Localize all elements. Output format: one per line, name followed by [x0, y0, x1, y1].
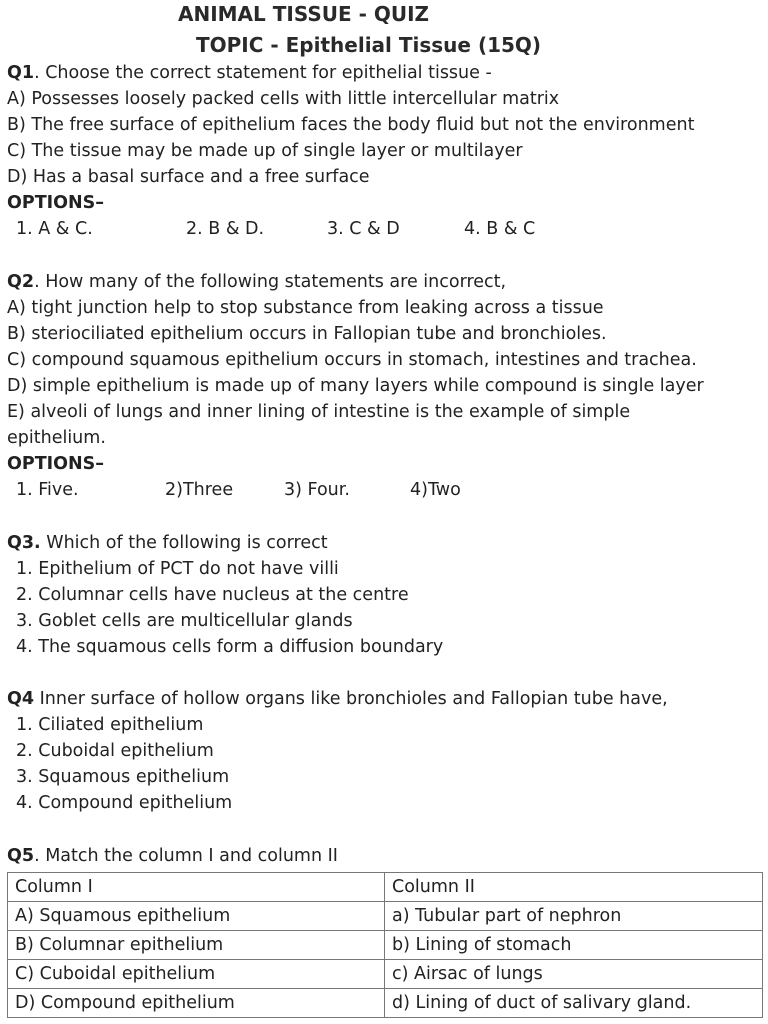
question-number: Q2	[7, 272, 35, 292]
question-text: . Choose the correct statement for epithelial tissue -	[34, 63, 492, 83]
question-4	[7, 687, 668, 711]
option-1: 1. A & C.	[16, 219, 93, 239]
statement: C) compound squamous epithelium occurs in stomach, intestines and trachea.	[7, 350, 697, 370]
option-2: 2)Three	[165, 480, 234, 500]
list-item: 1. Ciliated epithelium	[16, 715, 204, 735]
match-table	[7, 872, 763, 1018]
question-number: Q5	[7, 846, 35, 866]
option-2: 2. B & D.	[186, 219, 265, 239]
statement: A) Possesses loosely packed cells with little intercellular matrix	[7, 89, 560, 109]
table-cell: c) Airsac of lungs	[385, 960, 763, 989]
list-item: 3. Goblet cells are multicellular glands	[16, 611, 353, 631]
statement: A) tight junction help to stop substance from leaking across a tissue	[7, 298, 604, 318]
list-item: 2. Cuboidal epithelium	[16, 741, 214, 761]
question-number: Q3.	[7, 533, 41, 553]
table-cell: B) Columnar epithelium	[8, 931, 385, 960]
list-item: 4. Compound epithelium	[16, 793, 233, 813]
table-row	[8, 902, 763, 931]
statement: D) simple epithelium is made up of many layers while compound is single layer	[7, 376, 704, 396]
list-item: 1. Epithelium of PCT do not have villi	[16, 559, 339, 579]
question-number: Q4	[7, 689, 35, 709]
statement: B) steriociliated epithelium occurs in Fallopian tube and bronchioles.	[7, 324, 607, 344]
table-cell: b) Lining of stomach	[385, 931, 763, 960]
list-item: 2. Columnar cells have nucleus at the centre	[16, 585, 409, 605]
page-title: ANIMAL TISSUE - QUIZ	[178, 2, 430, 26]
question-text: Which of the following is correct	[40, 533, 328, 553]
list-item: 4. The squamous cells form a diffusion boundary	[16, 637, 444, 657]
table-cell: A) Squamous epithelium	[8, 902, 385, 931]
question-2	[7, 270, 506, 294]
table-row	[8, 989, 763, 1018]
table-cell: d) Lining of duct of salivary gland.	[385, 989, 763, 1018]
question-text: . How many of the following statements are incorrect,	[34, 272, 507, 292]
options-label: OPTIONS–	[7, 454, 105, 474]
option-3: 3) Four.	[284, 480, 350, 500]
table-row	[8, 931, 763, 960]
question-number: Q1	[7, 63, 35, 83]
statement: D) Has a basal surface and a free surface	[7, 167, 370, 187]
table-header-row	[8, 873, 763, 902]
statement: epithelium.	[7, 428, 106, 448]
column-header: Column II	[385, 873, 763, 902]
statement: B) The free surface of epithelium faces the body fluid but not the environment	[7, 115, 695, 135]
question-5	[7, 844, 338, 868]
table-row	[8, 960, 763, 989]
column-header: Column I	[8, 873, 385, 902]
option-4: 4. B & C	[464, 219, 536, 239]
question-1	[7, 61, 492, 85]
option-3: 3. C & D	[327, 219, 400, 239]
question-text: Inner surface of hollow organs like bronchioles and Fallopian tube have,	[34, 689, 668, 709]
list-item: 3. Squamous epithelium	[16, 767, 230, 787]
table-cell: a) Tubular part of nephron	[385, 902, 763, 931]
table-cell: C) Cuboidal epithelium	[8, 960, 385, 989]
statement: E) alveoli of lungs and inner lining of intestine is the example of simple	[7, 402, 631, 422]
options-label: OPTIONS–	[7, 193, 105, 213]
question-text: . Match the column I and column II	[34, 846, 338, 866]
page-subtitle: TOPIC - Epithelial Tissue (15Q)	[196, 33, 542, 57]
option-1: 1. Five.	[16, 480, 79, 500]
question-3	[7, 531, 328, 555]
option-4: 4)Two	[410, 480, 461, 500]
table-cell: D) Compound epithelium	[8, 989, 385, 1018]
statement: C) The tissue may be made up of single layer or multilayer	[7, 141, 523, 161]
